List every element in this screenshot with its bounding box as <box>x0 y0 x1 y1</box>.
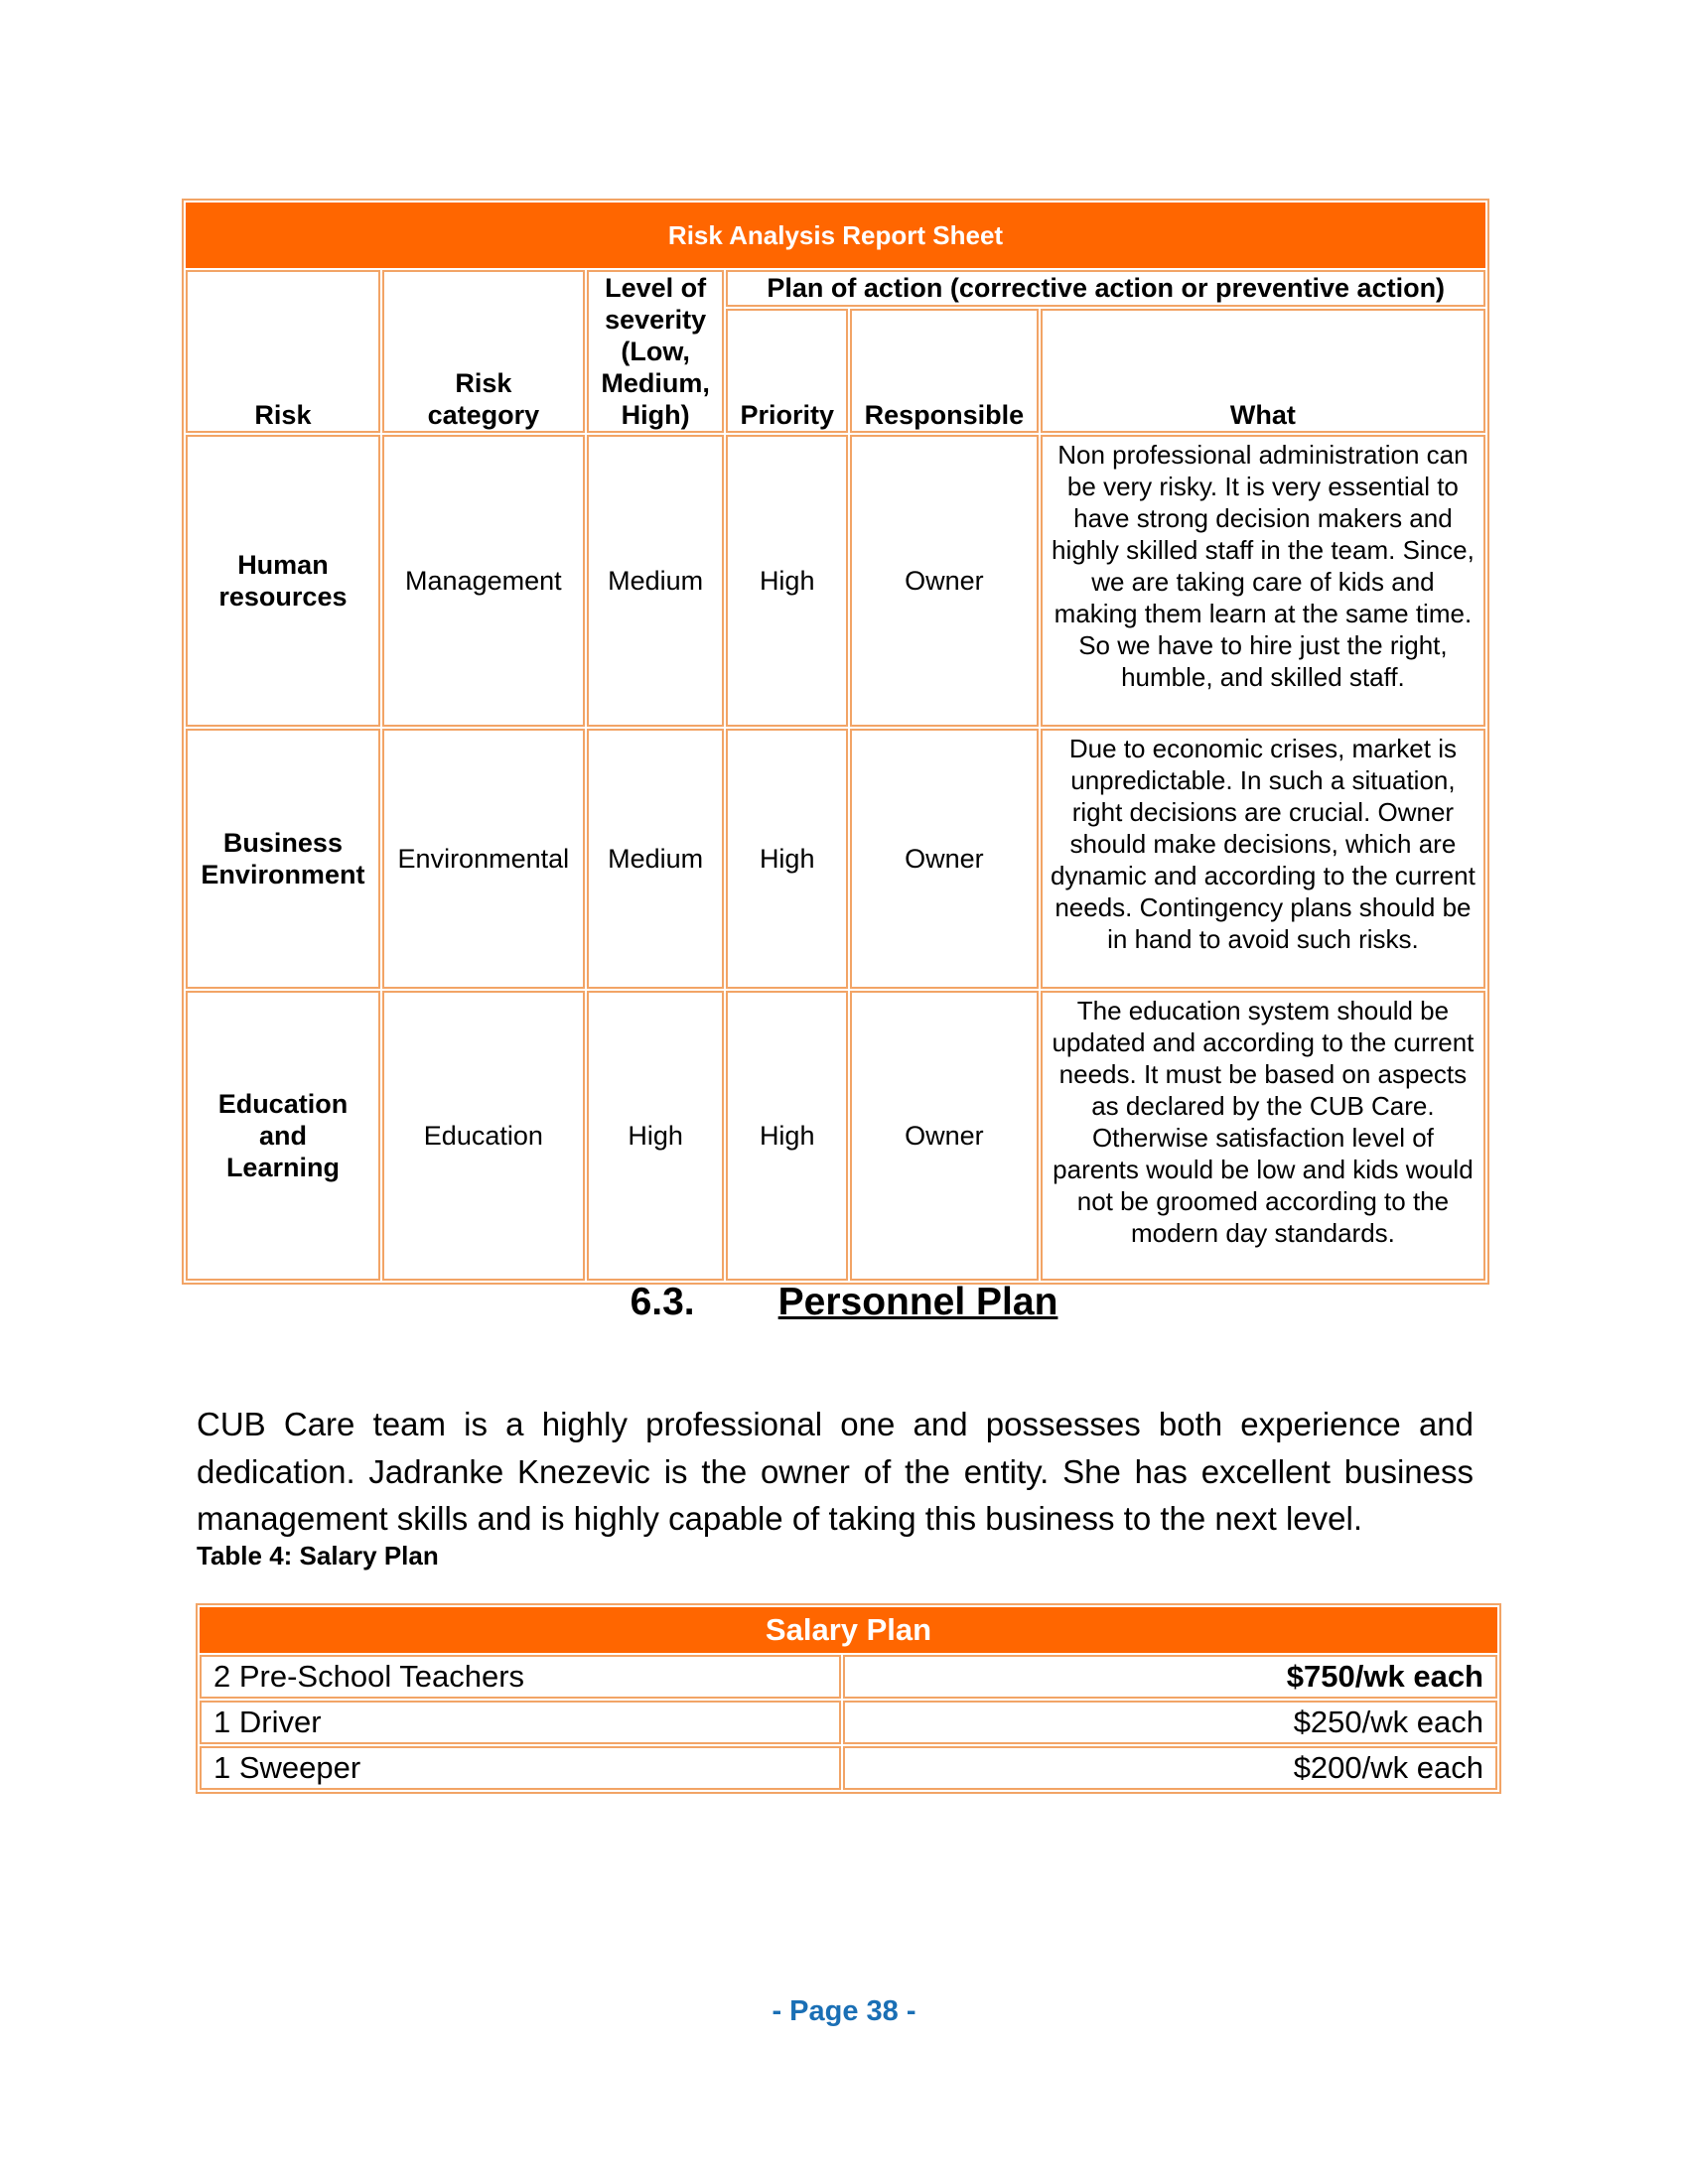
section-title: Personnel Plan <box>777 1281 1058 1323</box>
header-plan-of-action: Plan of action (corrective action or preventive action) <box>726 270 1485 307</box>
header-text: severity <box>605 305 707 335</box>
pay-cell: $200/wk each <box>843 1746 1497 1790</box>
risk-cell <box>186 991 380 1281</box>
what-cell: Due to economic crises, market is unpredictable. In such a situation, right decisions are crucial. Owner should make decisions, which are dynamic and according to the current needs. Contingency plans should be in hand to avoid such risks. <box>1041 729 1485 989</box>
role-cell: 1 Driver <box>200 1701 841 1744</box>
personnel-paragraph: CUB Care team is a highly professional one and possesses both experience and dedication. Jadranke Knezevic is the owner of the entity. She has excellent business management skills and is highly capable of taking this business to the next level. <box>197 1406 1474 1537</box>
header-text: Medium, <box>601 368 710 398</box>
risk-text: Human <box>237 550 329 580</box>
severity-cell: Medium <box>587 729 725 989</box>
header-risk: Risk <box>186 270 380 433</box>
table-row <box>200 1701 1497 1744</box>
header-text: Level of <box>605 273 707 303</box>
risk-text: Environment <box>201 860 365 889</box>
header-what: What <box>1041 309 1485 433</box>
severity-cell: Medium <box>587 435 725 727</box>
risk-table-title: Risk Analysis Report Sheet <box>186 203 1485 268</box>
header-text: (Low, <box>621 337 690 366</box>
table-row <box>200 1655 1497 1699</box>
header-text: Risk <box>455 368 512 398</box>
salary-plan-table <box>196 1603 1501 1794</box>
role-cell: 2 Pre-School Teachers <box>200 1655 841 1699</box>
risk-cell <box>186 435 380 727</box>
category-cell: Environmental <box>382 729 585 989</box>
header-severity <box>587 270 725 433</box>
risk-text: Business <box>222 828 343 858</box>
header-priority: Priority <box>726 309 848 433</box>
table-row <box>186 435 1485 727</box>
risk-cell <box>186 729 380 989</box>
header-responsible: Responsible <box>850 309 1039 433</box>
risk-text: and <box>258 1121 307 1151</box>
category-cell: Education <box>382 991 585 1281</box>
table-caption: Table 4: Salary Plan <box>197 1541 439 1570</box>
table-row <box>186 991 1485 1281</box>
pay-cell: $250/wk each <box>843 1701 1497 1744</box>
section-number: 6.3. <box>630 1281 695 1323</box>
responsible-cell: Owner <box>850 991 1039 1281</box>
header-text: High) <box>621 400 690 430</box>
risk-text: Education <box>217 1089 349 1119</box>
salary-table-title: Salary Plan <box>200 1607 1497 1653</box>
risk-text: Learning <box>225 1153 340 1182</box>
category-cell: Management <box>382 435 585 727</box>
role-cell: 1 Sweeper <box>200 1746 841 1790</box>
what-cell: Non professional administration can be very risky. It is very essential to have strong decision makers and highly skilled staff in the team. Since, we are taking care of kids and making them learn at the same time. So we have to hire just the right, humble, and skilled staff. <box>1041 435 1485 727</box>
priority-cell: High <box>726 435 848 727</box>
responsible-cell: Owner <box>850 729 1039 989</box>
responsible-cell: Owner <box>850 435 1039 727</box>
risk-text: resources <box>218 582 348 612</box>
table-row <box>200 1746 1497 1790</box>
header-text: category <box>427 400 540 430</box>
severity-cell: High <box>587 991 725 1281</box>
risk-analysis-table <box>182 199 1489 1285</box>
section-heading <box>0 1281 1688 1324</box>
priority-cell: High <box>726 991 848 1281</box>
priority-cell: High <box>726 729 848 989</box>
what-cell: The education system should be updated and according to the current needs. It must be based on aspects as declared by the CUB Care. Otherwise satisfaction level of parents would be low and kids would not be groomed according to the modern day standards. <box>1041 991 1485 1281</box>
header-risk-category <box>382 270 585 433</box>
page-number: - Page 38 - <box>772 1995 916 2027</box>
pay-cell: $750/wk each <box>843 1655 1497 1699</box>
table-row <box>186 729 1485 989</box>
